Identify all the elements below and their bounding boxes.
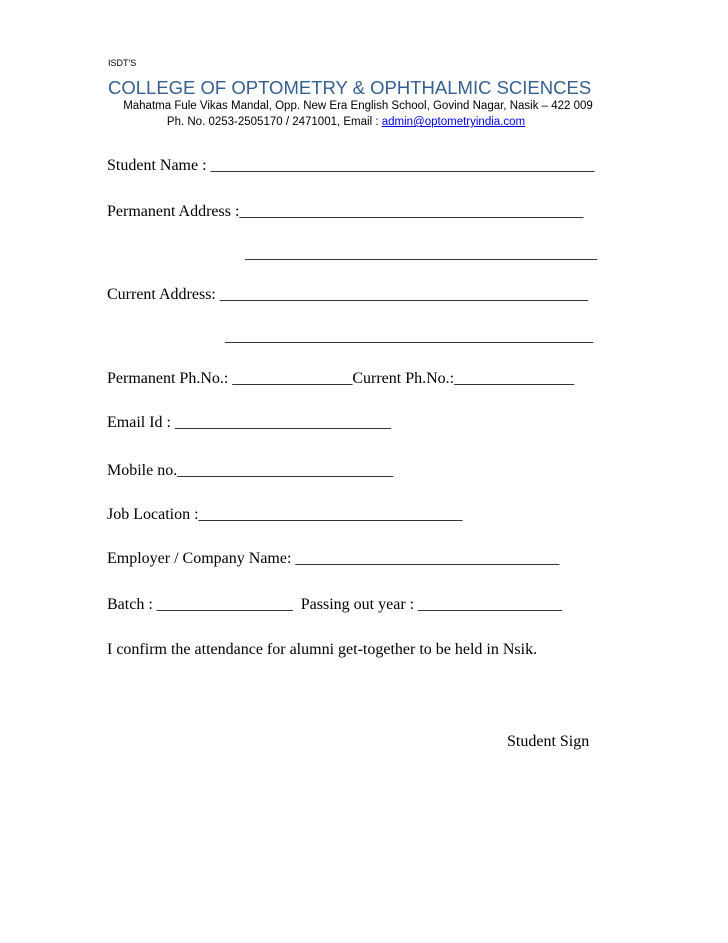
email-link[interactable]: admin@optometryindia.com — [381, 116, 526, 128]
student-name-field: Student Name : ________________________________________________ — [107, 157, 595, 174]
contact-phone-text: Ph. No. 0253-2505170 / 2471001, Email : — [166, 116, 382, 128]
mobile-field: Mobile no.___________________________ — [107, 462, 394, 479]
college-title: COLLEGE OF OPTOMETRY & OPHTHALMIC SCIENCES — [108, 77, 592, 98]
current-address-field: Current Address: ______________________________________________ — [107, 286, 588, 303]
phone-numbers-field: Permanent Ph.No.: _______________Current Ph.No.:_______________ — [107, 370, 575, 387]
college-address: Mahatma Fule Vikas Mandal, Opp. New Era English School, Govind Nagar, Nasik – 422 009 — [123, 100, 593, 112]
student-sign-label: Student Sign — [507, 733, 590, 750]
permanent-address-line-2: ____________________________________________ — [245, 245, 597, 262]
current-address-line-2: ______________________________________________ — [225, 328, 593, 345]
contact-line — [0, 116, 710, 128]
employer-field: Employer / Company Name: _________________________________ — [107, 550, 560, 567]
confirmation-statement: I confirm the attendance for alumni get-together to be held in Nsik. — [107, 641, 538, 658]
org-tag: ISDT'S — [108, 58, 137, 68]
email-id-field: Email Id : ___________________________ — [107, 414, 391, 431]
batch-passing-year-field: Batch : _________________ Passing out year : __________________ — [107, 596, 563, 613]
job-location-field: Job Location :_________________________________ — [107, 506, 463, 523]
permanent-address-field: Permanent Address :___________________________________________ — [107, 203, 584, 220]
